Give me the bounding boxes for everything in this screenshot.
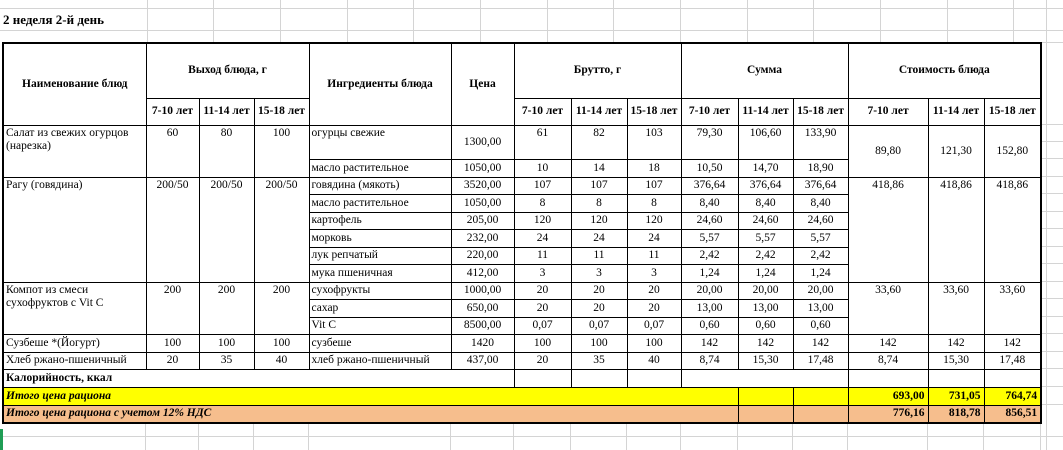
cell-sum[interactable]: 13,00 bbox=[793, 299, 848, 317]
cell-ingredient-name[interactable]: сухофрукты bbox=[309, 282, 451, 299]
cell-brutto[interactable]: 3 bbox=[571, 264, 627, 282]
cell-brutto[interactable]: 24 bbox=[571, 229, 627, 247]
cell-dish-cost[interactable]: 33,60 bbox=[928, 282, 984, 334]
cell-sum[interactable]: 5,57 bbox=[738, 229, 793, 247]
gridline bbox=[813, 0, 814, 42]
gridline bbox=[253, 422, 254, 450]
cell-dish-cost[interactable]: 418,86 bbox=[848, 177, 928, 282]
total-vat-value[interactable]: 776,16 bbox=[848, 405, 928, 423]
total-empty-cell[interactable] bbox=[738, 387, 793, 405]
cell-output[interactable]: 100 bbox=[199, 334, 254, 352]
gridline bbox=[513, 422, 514, 450]
cell-brutto[interactable]: 0,07 bbox=[514, 317, 571, 334]
gridline bbox=[747, 0, 748, 42]
cell-output[interactable]: 40 bbox=[254, 352, 309, 369]
cell-brutto[interactable]: 3 bbox=[627, 264, 681, 282]
cell-dish-cost[interactable]: 142 bbox=[984, 334, 1041, 352]
cell-brutto[interactable]: 20 bbox=[627, 282, 681, 299]
gridline bbox=[1040, 422, 1041, 450]
header-age-group[interactable]: 15-18 лет bbox=[627, 98, 681, 125]
header-age-group[interactable]: 11-14 лет bbox=[199, 98, 254, 125]
cell-brutto[interactable]: 18 bbox=[627, 159, 681, 177]
gridline bbox=[1040, 42, 1063, 43]
gridline bbox=[1040, 351, 1063, 352]
cell-sum[interactable]: 5,57 bbox=[793, 229, 848, 247]
cell-sum[interactable]: 14,70 bbox=[738, 159, 793, 177]
cell-output[interactable]: 60 bbox=[146, 125, 199, 177]
cell-dish-cost[interactable]: 8,74 bbox=[848, 352, 928, 369]
cell-ingredient-name[interactable]: говядина (мякоть) bbox=[309, 177, 451, 194]
header-brutto[interactable]: Брутто, г bbox=[514, 43, 681, 98]
gridline bbox=[1040, 281, 1063, 282]
gridline bbox=[1040, 158, 1063, 159]
cell-output[interactable]: 200 bbox=[254, 282, 309, 334]
cell-sum[interactable]: 17,48 bbox=[793, 352, 848, 369]
gridline bbox=[413, 0, 414, 42]
cell-sum[interactable]: 8,40 bbox=[738, 194, 793, 212]
cell-brutto[interactable]: 61 bbox=[514, 125, 571, 159]
cell-sum[interactable]: 142 bbox=[793, 334, 848, 352]
cell-sum[interactable]: 1,24 bbox=[738, 264, 793, 282]
cell-price[interactable]: 412,00 bbox=[451, 264, 514, 282]
total-row-label[interactable]: Итого цена рациона bbox=[3, 387, 738, 405]
gridline bbox=[1040, 141, 1063, 142]
cell-dish-cost[interactable]: 418,86 bbox=[984, 177, 1041, 282]
cell-brutto[interactable]: 107 bbox=[571, 177, 627, 194]
cell-brutto[interactable]: 20 bbox=[514, 352, 571, 369]
calories-cell[interactable] bbox=[928, 369, 984, 387]
cell-brutto[interactable]: 20 bbox=[571, 299, 627, 317]
gridline bbox=[145, 422, 146, 450]
cell-output[interactable]: 200/50 bbox=[146, 177, 199, 282]
cell-brutto[interactable]: 20 bbox=[571, 282, 627, 299]
gridline bbox=[680, 422, 681, 450]
cell-brutto[interactable]: 103 bbox=[627, 125, 681, 159]
cell-output[interactable]: 80 bbox=[199, 125, 254, 177]
cell-brutto[interactable]: 20 bbox=[514, 299, 571, 317]
header-age-group[interactable]: 11-14 лет bbox=[571, 98, 627, 125]
cell-sum[interactable]: 0,60 bbox=[738, 317, 793, 334]
cell-dish-cost[interactable]: 33,60 bbox=[984, 282, 1041, 334]
cell-brutto[interactable]: 100 bbox=[627, 334, 681, 352]
cell-brutto[interactable]: 11 bbox=[571, 247, 627, 264]
cell-brutto[interactable]: 11 bbox=[627, 247, 681, 264]
cell-price[interactable]: 437,00 bbox=[451, 352, 514, 369]
cell-dish-name[interactable]: Сузбеше *(Йогурт) bbox=[3, 334, 146, 352]
cell-dish-name[interactable]: Рагу (говядина) bbox=[3, 177, 146, 282]
header-age-group[interactable]: 11-14 лет bbox=[928, 98, 984, 125]
gridline bbox=[0, 30, 1063, 31]
calories-cell[interactable] bbox=[848, 369, 928, 387]
header-age-group[interactable]: 7-10 лет bbox=[146, 98, 199, 125]
cell-brutto[interactable]: 100 bbox=[514, 334, 571, 352]
cell-dish-cost[interactable]: 121,30 bbox=[928, 125, 984, 177]
header-age-group[interactable]: 15-18 лет bbox=[984, 98, 1041, 125]
total-value[interactable]: 693,00 bbox=[848, 387, 928, 405]
cell-dish-cost[interactable]: 142 bbox=[928, 334, 984, 352]
gridline bbox=[347, 0, 348, 42]
cell-brutto[interactable]: 35 bbox=[571, 352, 627, 369]
cell-brutto[interactable]: 82 bbox=[571, 125, 627, 159]
total-vat-empty-cell[interactable] bbox=[793, 405, 848, 423]
cell-brutto[interactable]: 100 bbox=[571, 334, 627, 352]
cell-dish-name[interactable]: Хлеб ржано-пшеничный bbox=[3, 352, 146, 369]
cell-ingredient-name[interactable]: масло растительное bbox=[309, 159, 451, 177]
cell-sum[interactable]: 8,40 bbox=[793, 194, 848, 212]
cell-output[interactable]: 200 bbox=[146, 282, 199, 334]
gridline bbox=[1040, 298, 1063, 299]
cell-sum[interactable]: 24,60 bbox=[738, 212, 793, 229]
gridline bbox=[880, 0, 881, 42]
cell-price[interactable]: 8500,00 bbox=[451, 317, 514, 334]
cell-brutto[interactable]: 24 bbox=[514, 229, 571, 247]
gridline bbox=[1040, 246, 1063, 247]
gridline bbox=[983, 422, 984, 450]
cell-output[interactable]: 200/50 bbox=[199, 177, 254, 282]
total-vat-value[interactable]: 856,51 bbox=[984, 405, 1041, 423]
header-cost[interactable]: Стоимость блюда bbox=[848, 43, 1041, 98]
gridline bbox=[308, 422, 309, 450]
gridline bbox=[0, 436, 1063, 437]
gridline bbox=[1040, 211, 1063, 212]
gridline bbox=[450, 422, 451, 450]
menu-table bbox=[2, 42, 1042, 424]
gridline bbox=[1046, 0, 1047, 450]
gridline bbox=[1040, 316, 1063, 317]
cell-ingredient-name[interactable]: огурцы свежие bbox=[309, 125, 451, 159]
cell-price[interactable]: 1000,00 bbox=[451, 282, 514, 299]
cell-sum[interactable]: 2,42 bbox=[738, 247, 793, 264]
header-age-group[interactable]: 7-10 лет bbox=[514, 98, 571, 125]
cell-sum[interactable]: 18,90 bbox=[793, 159, 848, 177]
cell-sum[interactable]: 142 bbox=[681, 334, 738, 352]
cell-brutto[interactable]: 20 bbox=[627, 299, 681, 317]
cell-ingredient-name[interactable]: Vit C bbox=[309, 317, 451, 334]
cell-output[interactable]: 100 bbox=[146, 334, 199, 352]
sheet-selection-marker bbox=[0, 429, 3, 450]
cell-sum[interactable]: 376,64 bbox=[793, 177, 848, 194]
cell-sum[interactable]: 5,57 bbox=[681, 229, 738, 247]
gridline bbox=[737, 422, 738, 450]
calories-cell[interactable] bbox=[627, 369, 681, 387]
cell-brutto[interactable]: 120 bbox=[627, 212, 681, 229]
gridline bbox=[547, 0, 548, 42]
cell-sum[interactable]: 15,30 bbox=[738, 352, 793, 369]
cell-price[interactable]: 1420 bbox=[451, 334, 514, 352]
cell-brutto[interactable]: 40 bbox=[627, 352, 681, 369]
cell-sum[interactable]: 8,74 bbox=[681, 352, 738, 369]
cell-dish-cost[interactable]: 89,80 bbox=[848, 125, 928, 177]
cell-sum[interactable]: 20,00 bbox=[738, 282, 793, 299]
gridline bbox=[147, 0, 148, 42]
total-vat-value[interactable]: 818,78 bbox=[928, 405, 984, 423]
total-value[interactable]: 731,05 bbox=[928, 387, 984, 405]
cell-sum[interactable]: 20,00 bbox=[681, 282, 738, 299]
cell-sum[interactable]: 1,24 bbox=[793, 264, 848, 282]
cell-sum[interactable]: 376,64 bbox=[738, 177, 793, 194]
cell-price[interactable]: 205,00 bbox=[451, 212, 514, 229]
cell-output[interactable]: 100 bbox=[254, 125, 309, 177]
cell-dish-cost[interactable]: 15,30 bbox=[928, 352, 984, 369]
gridline bbox=[1040, 386, 1063, 387]
cell-output[interactable]: 200/50 bbox=[254, 177, 309, 282]
total-empty-cell[interactable] bbox=[793, 387, 848, 405]
gridline bbox=[0, 8, 1063, 9]
calories-cell[interactable] bbox=[514, 369, 571, 387]
cell-brutto[interactable]: 24 bbox=[627, 229, 681, 247]
gridline bbox=[680, 0, 681, 42]
cell-ingredient-name[interactable]: лук репчатый bbox=[309, 247, 451, 264]
cell-brutto[interactable]: 11 bbox=[514, 247, 571, 264]
cell-sum[interactable]: 106,60 bbox=[738, 125, 793, 159]
gridline bbox=[198, 422, 199, 450]
cell-brutto[interactable]: 0,07 bbox=[571, 317, 627, 334]
cell-ingredient-name[interactable]: сахар bbox=[309, 299, 451, 317]
cell-sum[interactable]: 10,50 bbox=[681, 159, 738, 177]
cell-ingredient-name[interactable]: картофель bbox=[309, 212, 451, 229]
cell-brutto[interactable]: 8 bbox=[627, 194, 681, 212]
gridline bbox=[927, 422, 928, 450]
gridline bbox=[626, 422, 627, 450]
gridline bbox=[1013, 0, 1014, 42]
cell-price[interactable]: 1300,00 bbox=[451, 125, 514, 159]
cell-price[interactable]: 232,00 bbox=[451, 229, 514, 247]
cell-sum[interactable]: 13,00 bbox=[681, 299, 738, 317]
cell-dish-cost[interactable]: 152,80 bbox=[984, 125, 1041, 177]
cell-sum[interactable]: 2,42 bbox=[681, 247, 738, 264]
gridline bbox=[570, 422, 571, 450]
gridline bbox=[847, 422, 848, 450]
header-dish-name[interactable]: Наименование блюд bbox=[3, 43, 146, 125]
total-vat-row-label[interactable]: Итого цена рациона с учетом 12% НДС bbox=[3, 405, 738, 423]
gridline bbox=[1040, 368, 1063, 369]
cell-sum[interactable]: 0,60 bbox=[681, 317, 738, 334]
gridline bbox=[213, 0, 214, 42]
cell-ingredient-name[interactable]: масло растительное bbox=[309, 194, 451, 212]
cell-dish-cost[interactable]: 33,60 bbox=[848, 282, 928, 334]
header-age-group[interactable]: 15-18 лет bbox=[254, 98, 309, 125]
cell-ingredient-name[interactable]: морковь bbox=[309, 229, 451, 247]
cell-sum[interactable]: 0,60 bbox=[793, 317, 848, 334]
gridline bbox=[1040, 193, 1063, 194]
cell-brutto[interactable]: 107 bbox=[627, 177, 681, 194]
cell-brutto[interactable]: 14 bbox=[571, 159, 627, 177]
header-sum[interactable]: Сумма bbox=[681, 43, 848, 98]
gridline bbox=[1040, 124, 1063, 125]
sheet-title[interactable]: 2 неделя 2-й день bbox=[3, 12, 105, 27]
gridline bbox=[1040, 176, 1063, 177]
gridline bbox=[480, 0, 481, 42]
cell-output[interactable]: 35 bbox=[199, 352, 254, 369]
header-age-group[interactable]: 15-18 лет bbox=[793, 98, 848, 125]
cell-price[interactable]: 1050,00 bbox=[451, 159, 514, 177]
cell-ingredient-name[interactable]: хлеб ржано-пшеничный bbox=[309, 352, 451, 369]
cell-dish-name[interactable]: Салат из свежих огурцов (нарезка) bbox=[3, 125, 146, 177]
header-output[interactable]: Выход блюда, г bbox=[146, 43, 309, 98]
cell-brutto[interactable]: 20 bbox=[514, 282, 571, 299]
cell-sum[interactable]: 133,90 bbox=[793, 125, 848, 159]
gridline bbox=[1040, 263, 1063, 264]
header-age-group[interactable]: 7-10 лет bbox=[848, 98, 928, 125]
cell-sum[interactable]: 79,30 bbox=[681, 125, 738, 159]
cell-output[interactable]: 200 bbox=[199, 282, 254, 334]
cell-dish-cost[interactable]: 418,86 bbox=[928, 177, 984, 282]
cell-brutto[interactable]: 8 bbox=[514, 194, 571, 212]
calories-row-label[interactable]: Калорийность, ккал bbox=[3, 369, 514, 387]
calories-cell[interactable] bbox=[984, 369, 1041, 387]
cell-output[interactable]: 20 bbox=[146, 352, 199, 369]
cell-sum[interactable]: 8,40 bbox=[681, 194, 738, 212]
cell-sum[interactable]: 13,00 bbox=[738, 299, 793, 317]
cell-sum[interactable]: 376,64 bbox=[681, 177, 738, 194]
gridline bbox=[947, 0, 948, 42]
cell-ingredient-name[interactable]: сузбеше bbox=[309, 334, 451, 352]
calories-cell[interactable] bbox=[571, 369, 627, 387]
cell-brutto[interactable]: 10 bbox=[514, 159, 571, 177]
cell-sum[interactable]: 2,42 bbox=[793, 247, 848, 264]
cell-price[interactable]: 1050,00 bbox=[451, 194, 514, 212]
cell-sum[interactable]: 1,24 bbox=[681, 264, 738, 282]
cell-dish-name[interactable]: Компот из смеси сухофруктов с Vit C bbox=[3, 282, 146, 334]
header-age-group[interactable]: 11-14 лет bbox=[738, 98, 793, 125]
calories-cell[interactable] bbox=[681, 369, 848, 387]
cell-sum[interactable]: 24,60 bbox=[793, 212, 848, 229]
cell-brutto[interactable]: 120 bbox=[571, 212, 627, 229]
cell-dish-cost[interactable]: 17,48 bbox=[984, 352, 1041, 369]
cell-output[interactable]: 100 bbox=[254, 334, 309, 352]
cell-dish-cost[interactable]: 142 bbox=[848, 334, 928, 352]
header-price[interactable]: Цена bbox=[451, 43, 514, 125]
cell-brutto[interactable]: 0,07 bbox=[627, 317, 681, 334]
cell-sum[interactable]: 24,60 bbox=[681, 212, 738, 229]
gridline bbox=[280, 0, 281, 42]
header-ingredients[interactable]: Ингредиенты блюда bbox=[309, 43, 451, 125]
cell-brutto[interactable]: 3 bbox=[514, 264, 571, 282]
cell-sum[interactable]: 142 bbox=[738, 334, 793, 352]
cell-brutto[interactable]: 8 bbox=[571, 194, 627, 212]
gridline bbox=[792, 422, 793, 450]
cell-price[interactable]: 220,00 bbox=[451, 247, 514, 264]
header-age-group[interactable]: 7-10 лет bbox=[681, 98, 738, 125]
cell-sum[interactable]: 20,00 bbox=[793, 282, 848, 299]
cell-price[interactable]: 650,00 bbox=[451, 299, 514, 317]
cell-brutto[interactable]: 107 bbox=[514, 177, 571, 194]
total-value[interactable]: 764,74 bbox=[984, 387, 1041, 405]
total-vat-empty-cell[interactable] bbox=[738, 405, 793, 423]
gridline bbox=[1040, 333, 1063, 334]
cell-brutto[interactable]: 120 bbox=[514, 212, 571, 229]
gridline bbox=[613, 0, 614, 42]
gridline bbox=[1040, 228, 1063, 229]
cell-price[interactable]: 3520,00 bbox=[451, 177, 514, 194]
cell-ingredient-name[interactable]: мука пшеничная bbox=[309, 264, 451, 282]
gridline bbox=[1040, 404, 1063, 405]
